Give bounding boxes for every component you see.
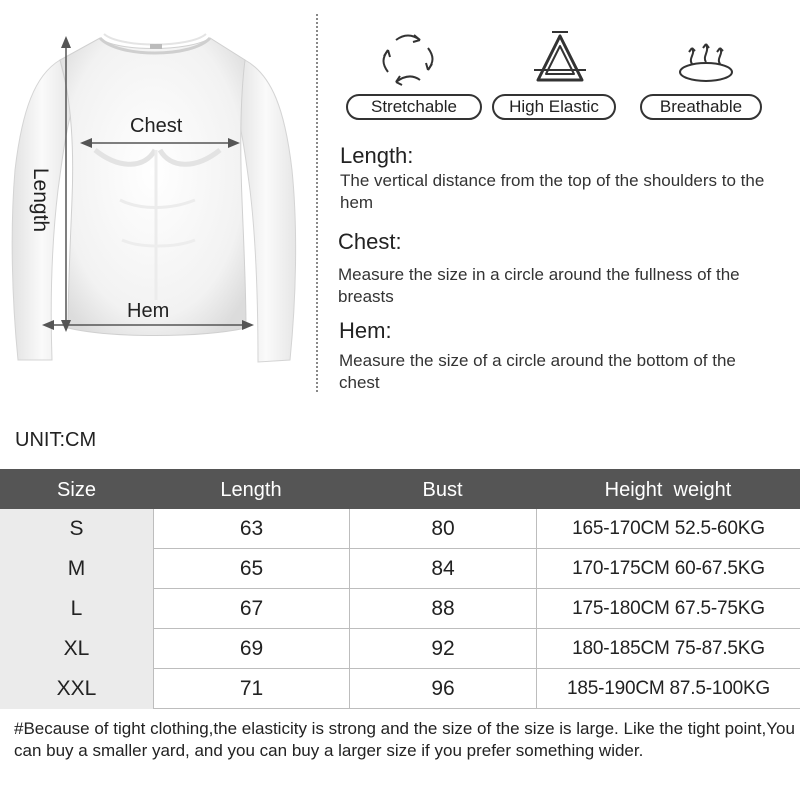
chest-label: Chest [130, 115, 183, 137]
high-elastic-pill: High Elastic [492, 94, 616, 120]
length-cell: 63 [153, 509, 349, 549]
height-weight-cell: 185-190CM 87.5-100KG [536, 669, 800, 709]
footnote: #Because of tight clothing,the elasticity is strong and the size of the size is large. Like the tight point,You can buy a smaller yard, and you can buy a larger size if you prefer something wider. [14, 719, 795, 760]
bust-cell: 96 [349, 669, 536, 709]
bust-cell: 88 [349, 589, 536, 629]
table-row [0, 509, 800, 549]
table-row [0, 669, 800, 709]
length-description: The vertical distance from the top of the shoulders to the hem [340, 171, 765, 212]
header-size: Size [57, 479, 96, 501]
length-cell: 67 [153, 589, 349, 629]
bust-cell: 84 [349, 549, 536, 589]
stretch-arrows-icon [378, 30, 438, 90]
header-height-weight: Height weight [604, 479, 732, 501]
size-cell: S [0, 509, 153, 549]
stretchable-pill: Stretchable [346, 94, 482, 120]
chest-description: Measure the size in a circle around the fullness of the breasts [338, 265, 740, 306]
table-row [0, 589, 800, 629]
feature-high-elastic [490, 30, 630, 126]
size-cell: L [0, 589, 153, 629]
length-cell: 71 [153, 669, 349, 709]
header-length: Length [220, 479, 282, 501]
length-heading: Length: [340, 143, 414, 168]
height-weight-cell: 170-175CM 60-67.5KG [536, 549, 800, 589]
size-cell: XL [0, 629, 153, 669]
chest-heading: Chest: [338, 229, 402, 254]
table-header-row [0, 469, 800, 509]
table-row [0, 629, 800, 669]
dotted-divider [316, 14, 318, 392]
feature-stretchable [338, 30, 478, 126]
unit-label: UNIT:CM [15, 429, 97, 451]
header-bust: Bust [422, 479, 463, 501]
feature-breathable [636, 30, 776, 126]
hem-heading: Hem: [339, 318, 392, 343]
height-weight-cell: 180-185CM 75-87.5KG [536, 629, 800, 669]
breathable-waves-icon [676, 30, 736, 90]
bust-cell: 92 [349, 629, 536, 669]
table-row [0, 549, 800, 589]
length-label: Length [29, 167, 53, 233]
shirt-illustration [0, 0, 315, 395]
length-cell: 65 [153, 549, 349, 589]
height-weight-cell: 165-170CM 52.5-60KG [536, 509, 800, 549]
size-cell: M [0, 549, 153, 589]
elastic-triangle-icon [530, 30, 590, 90]
size-table [0, 469, 800, 709]
breathable-pill: Breathable [640, 94, 762, 120]
height-weight-cell: 175-180CM 67.5-75KG [536, 589, 800, 629]
hem-description: Measure the size of a circle around the bottom of the chest [339, 351, 736, 392]
size-cell: XXL [0, 669, 153, 709]
hem-label: Hem [127, 300, 170, 322]
bust-cell: 80 [349, 509, 536, 549]
length-cell: 69 [153, 629, 349, 669]
